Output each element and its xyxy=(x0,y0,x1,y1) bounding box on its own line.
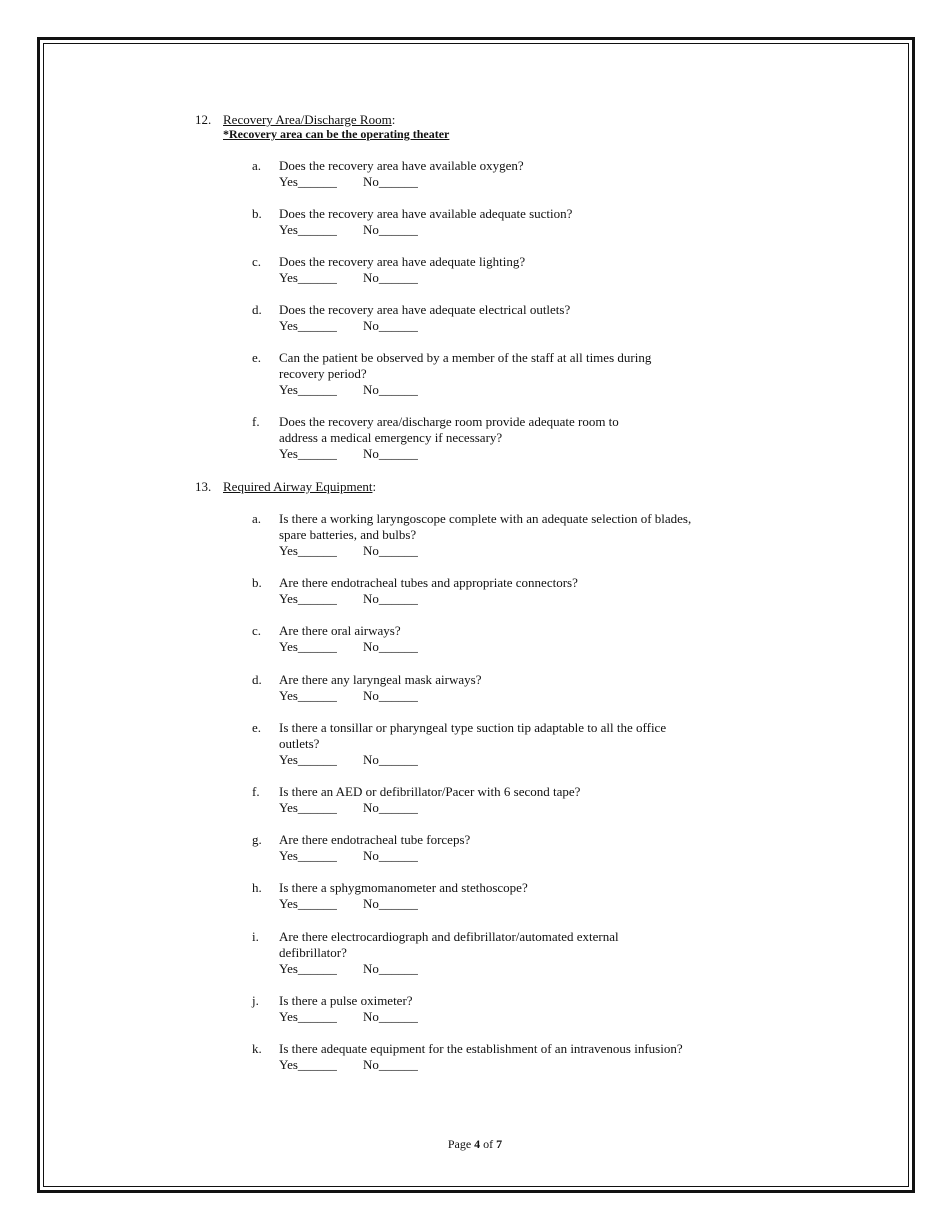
no-blank[interactable]: No______ xyxy=(363,639,418,654)
question-text: Does the recovery area/discharge room provide adequate room to address a medical emergency if necessary? xyxy=(279,414,619,445)
question-text: Is there adequate equipment for the establishment of an intravenous infusion? xyxy=(279,1041,683,1056)
question-text: Is there a pulse oximeter? xyxy=(279,993,413,1008)
yes-blank[interactable]: Yes______ xyxy=(279,639,337,654)
yes-blank[interactable]: Yes______ xyxy=(279,318,337,333)
question-letter: a. xyxy=(252,158,262,173)
yes-blank[interactable]: Yes______ xyxy=(279,896,337,911)
yes-blank[interactable]: Yes______ xyxy=(279,1009,337,1024)
no-blank[interactable]: No______ xyxy=(363,446,418,461)
question-letter: c. xyxy=(252,254,262,269)
question-text: Does the recovery area have available oxygen? xyxy=(279,158,524,173)
page-label: Page xyxy=(447,1137,472,1151)
question-letter: b. xyxy=(252,575,262,590)
section-number: 13. xyxy=(195,479,212,494)
no-blank[interactable]: No______ xyxy=(363,174,418,189)
question-text: Does the recovery area have adequate electrical outlets? xyxy=(279,302,571,317)
no-blank[interactable]: No______ xyxy=(363,591,418,606)
yes-blank[interactable]: Yes______ xyxy=(279,543,337,558)
question-letter: k. xyxy=(252,1041,262,1056)
page-total: 7 xyxy=(496,1137,503,1151)
question-text: Are there any laryngeal mask airways? xyxy=(279,672,482,687)
no-blank[interactable]: No______ xyxy=(363,1057,418,1072)
yes-blank[interactable]: Yes______ xyxy=(279,174,337,189)
no-blank[interactable]: No______ xyxy=(363,270,418,285)
question-text: Are there endotracheal tubes and appropriate connectors? xyxy=(279,575,578,590)
page-footer xyxy=(0,1137,950,1152)
question-letter: d. xyxy=(252,302,262,317)
question-letter: g. xyxy=(252,832,262,847)
yes-blank[interactable]: Yes______ xyxy=(279,446,337,461)
question-text: Are there oral airways? xyxy=(279,623,401,638)
yes-blank[interactable]: Yes______ xyxy=(279,222,337,237)
yes-blank[interactable]: Yes______ xyxy=(279,688,337,703)
question-text: Is there a working laryngoscope complete with an adequate selection of blades, spare batteries, and bulbs? xyxy=(279,511,692,542)
question-text: Are there endotracheal tube forceps? xyxy=(279,832,471,847)
question-letter: h. xyxy=(252,880,262,895)
page-of: of xyxy=(483,1137,494,1151)
no-blank[interactable]: No______ xyxy=(363,1009,418,1024)
question-text: Does the recovery area have available adequate suction? xyxy=(279,206,573,221)
section-number: 12. xyxy=(195,112,212,127)
no-blank[interactable]: No______ xyxy=(363,848,418,863)
yes-blank[interactable]: Yes______ xyxy=(279,1057,337,1072)
yes-blank[interactable]: Yes______ xyxy=(279,270,337,285)
question-text: Is there a tonsillar or pharyngeal type suction tip adaptable to all the office outlets? xyxy=(279,720,667,751)
question-text: Can the patient be observed by a member of the staff at all times during recovery period? xyxy=(279,350,652,381)
question-text: Is there a sphygmomanometer and stethoscope? xyxy=(279,880,528,895)
question-text: Does the recovery area have adequate lighting? xyxy=(279,254,526,269)
question-letter: c. xyxy=(252,623,262,638)
no-blank[interactable]: No______ xyxy=(363,961,418,976)
section-title: Required Airway Equipment: xyxy=(223,479,377,494)
no-blank[interactable]: No______ xyxy=(363,896,418,911)
question-text: Are there electrocardiograph and defibrillator/automated external defibrillator? xyxy=(279,929,619,960)
no-blank[interactable]: No______ xyxy=(363,543,418,558)
question-text: Is there an AED or defibrillator/Pacer with 6 second tape? xyxy=(279,784,581,799)
question-letter: b. xyxy=(252,206,262,221)
no-blank[interactable]: No______ xyxy=(363,688,418,703)
section-title: Recovery Area/Discharge Room: xyxy=(223,112,396,127)
no-blank[interactable]: No______ xyxy=(363,318,418,333)
yes-blank[interactable]: Yes______ xyxy=(279,800,337,815)
yes-blank[interactable]: Yes______ xyxy=(279,382,337,397)
no-blank[interactable]: No______ xyxy=(363,800,418,815)
yes-blank[interactable]: Yes______ xyxy=(279,961,337,976)
question-letter: i. xyxy=(252,929,259,944)
question-letter: e. xyxy=(252,350,262,365)
no-blank[interactable]: No______ xyxy=(363,222,418,237)
question-letter: f. xyxy=(252,414,260,429)
yes-blank[interactable]: Yes______ xyxy=(279,848,337,863)
yes-blank[interactable]: Yes______ xyxy=(279,752,337,767)
question-letter: a. xyxy=(252,511,262,526)
question-letter: j. xyxy=(252,993,259,1008)
no-blank[interactable]: No______ xyxy=(363,382,418,397)
section-note: *Recovery area can be the operating theater xyxy=(223,127,450,141)
question-letter: d. xyxy=(252,672,262,687)
page-current: 4 xyxy=(474,1137,481,1151)
yes-blank[interactable]: Yes______ xyxy=(279,591,337,606)
question-letter: e. xyxy=(252,720,262,735)
no-blank[interactable]: No______ xyxy=(363,752,418,767)
question-letter: f. xyxy=(252,784,260,799)
